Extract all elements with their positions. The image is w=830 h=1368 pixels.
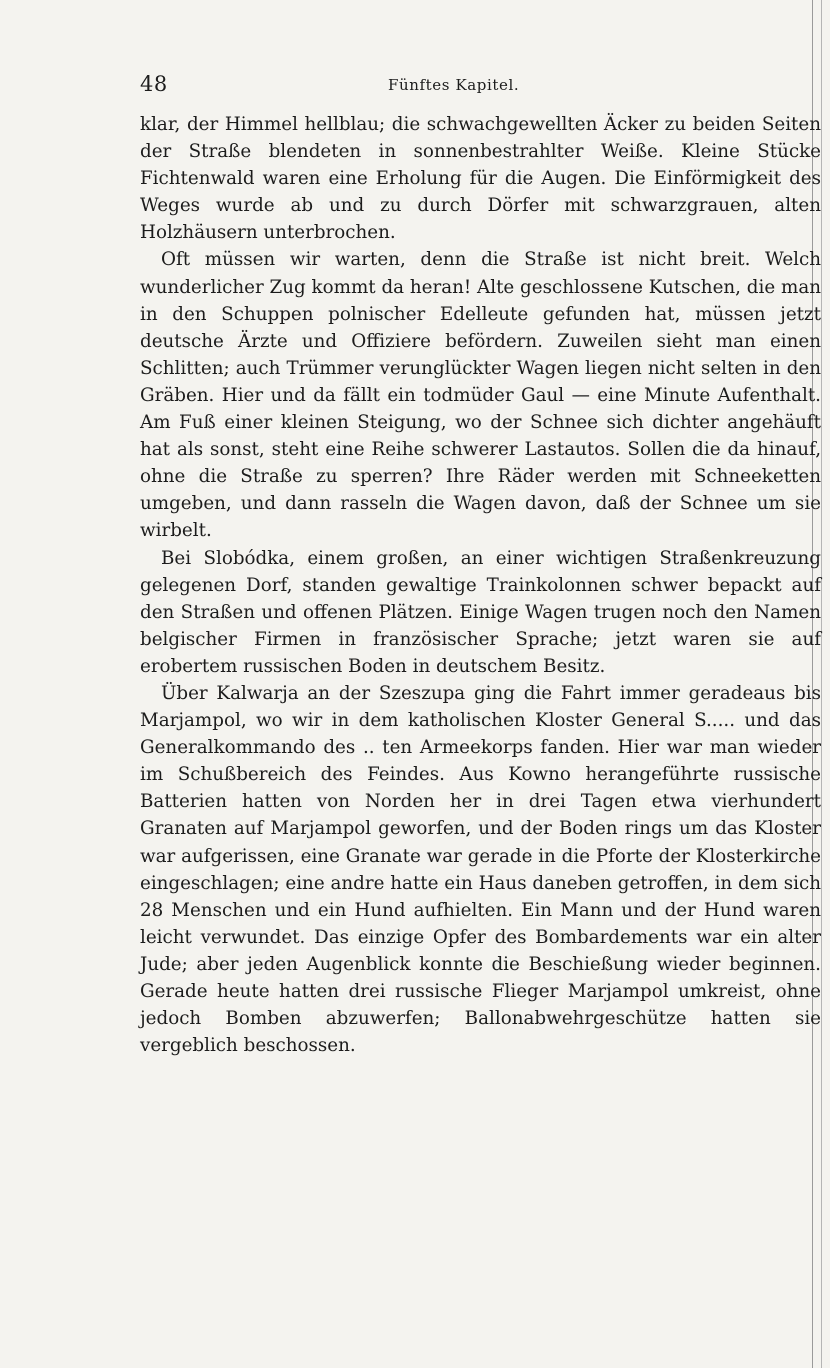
page-edge-line-outer: [821, 0, 822, 1368]
paragraph-2: Oft müssen wir warten, denn die Straße ist nicht breit. Welch wunderlicher Zug kommt da heran! Alte geschlossene Kutschen, die man in den Schuppen polnischer Edelleute gefunden hat, müssen jetzt deutsche Ärzte und Offiziere befördern. Zuweilen sieht man einen Schlitten; auch Trümmer verunglückter Wagen liegen nicht selten in den Gräben. Hier und da fällt ein todmüder Gaul — eine Minute Aufenthalt. Am Fuß einer kleinen Steigung, wo der Schnee sich dichter angehäuft hat als sonst, steht eine Reihe schwerer Lastautos. Sollen die da hinauf, ohne die Straße zu sperren? Ihre Räder werden mit Schneeketten umgeben, und dann rasseln die Wagen davon, daß der Schnee um sie wirbelt.: [140, 249, 821, 542]
paragraph-3: Bei Slobódka, einem großen, an einer wichtigen Straßenkreuzung gelegenen Dorf, standen gewaltige Trainkolonnen schwer bepackt auf den Straßen und offenen Plätzen. Einige Wagen trugen noch den Namen belgischer Firmen in französischer Sprache; jetzt waren sie auf erobertem russischen Boden in deutschem Besitz.: [140, 547, 821, 677]
page-number: 48: [140, 72, 168, 96]
running-head: Fünftes Kapitel.: [388, 76, 520, 94]
page-header: [140, 72, 820, 100]
paragraph-4: Über Kalwarja an der Szeszupa ging die Fahrt immer geradeaus bis Marjampol, wo wir in dem katholischen Kloster General S..... und das Generalkommando des .. ten Armeekorps fanden. Hier war man wieder im Schußbereich des Feindes. Aus Kowno herangeführte russische Batterien hatten von Norden her in drei Tagen etwa vierhundert Granaten auf Marjampol geworfen, und der Boden rings um das Kloster war aufgerissen, eine Granate war gerade in die Pforte der Klosterkirche eingeschlagen; eine andre hatte ein Haus daneben getroffen, in dem sich 28 Menschen und ein Hund aufhielten. Ein Mann und der Hund waren leicht verwundet. Das einzige Opfer des Bombardements war ein alter Jude; aber jeden Augenblick konnte die Beschießung wieder beginnen. Gerade heute hatten drei russische Flieger Marjampol umkreist, ohne jedoch Bomben abzuwerfen; Ballonabwehrgeschütze hatten sie vergeblich beschossen.: [140, 682, 821, 1057]
body-text: [140, 111, 821, 1059]
paragraph-1: klar, der Himmel hellblau; die schwachgewellten Äcker zu beiden Seiten der Straße blendeten in sonnenbestrahlter Weiße. Kleine Stücke Fichtenwald waren eine Erholung für die Augen. Die Einförmigkeit des Weges wurde ab und zu durch Dörfer mit schwarzgrauen, alten Holzhäusern unterbrochen.: [140, 114, 821, 244]
